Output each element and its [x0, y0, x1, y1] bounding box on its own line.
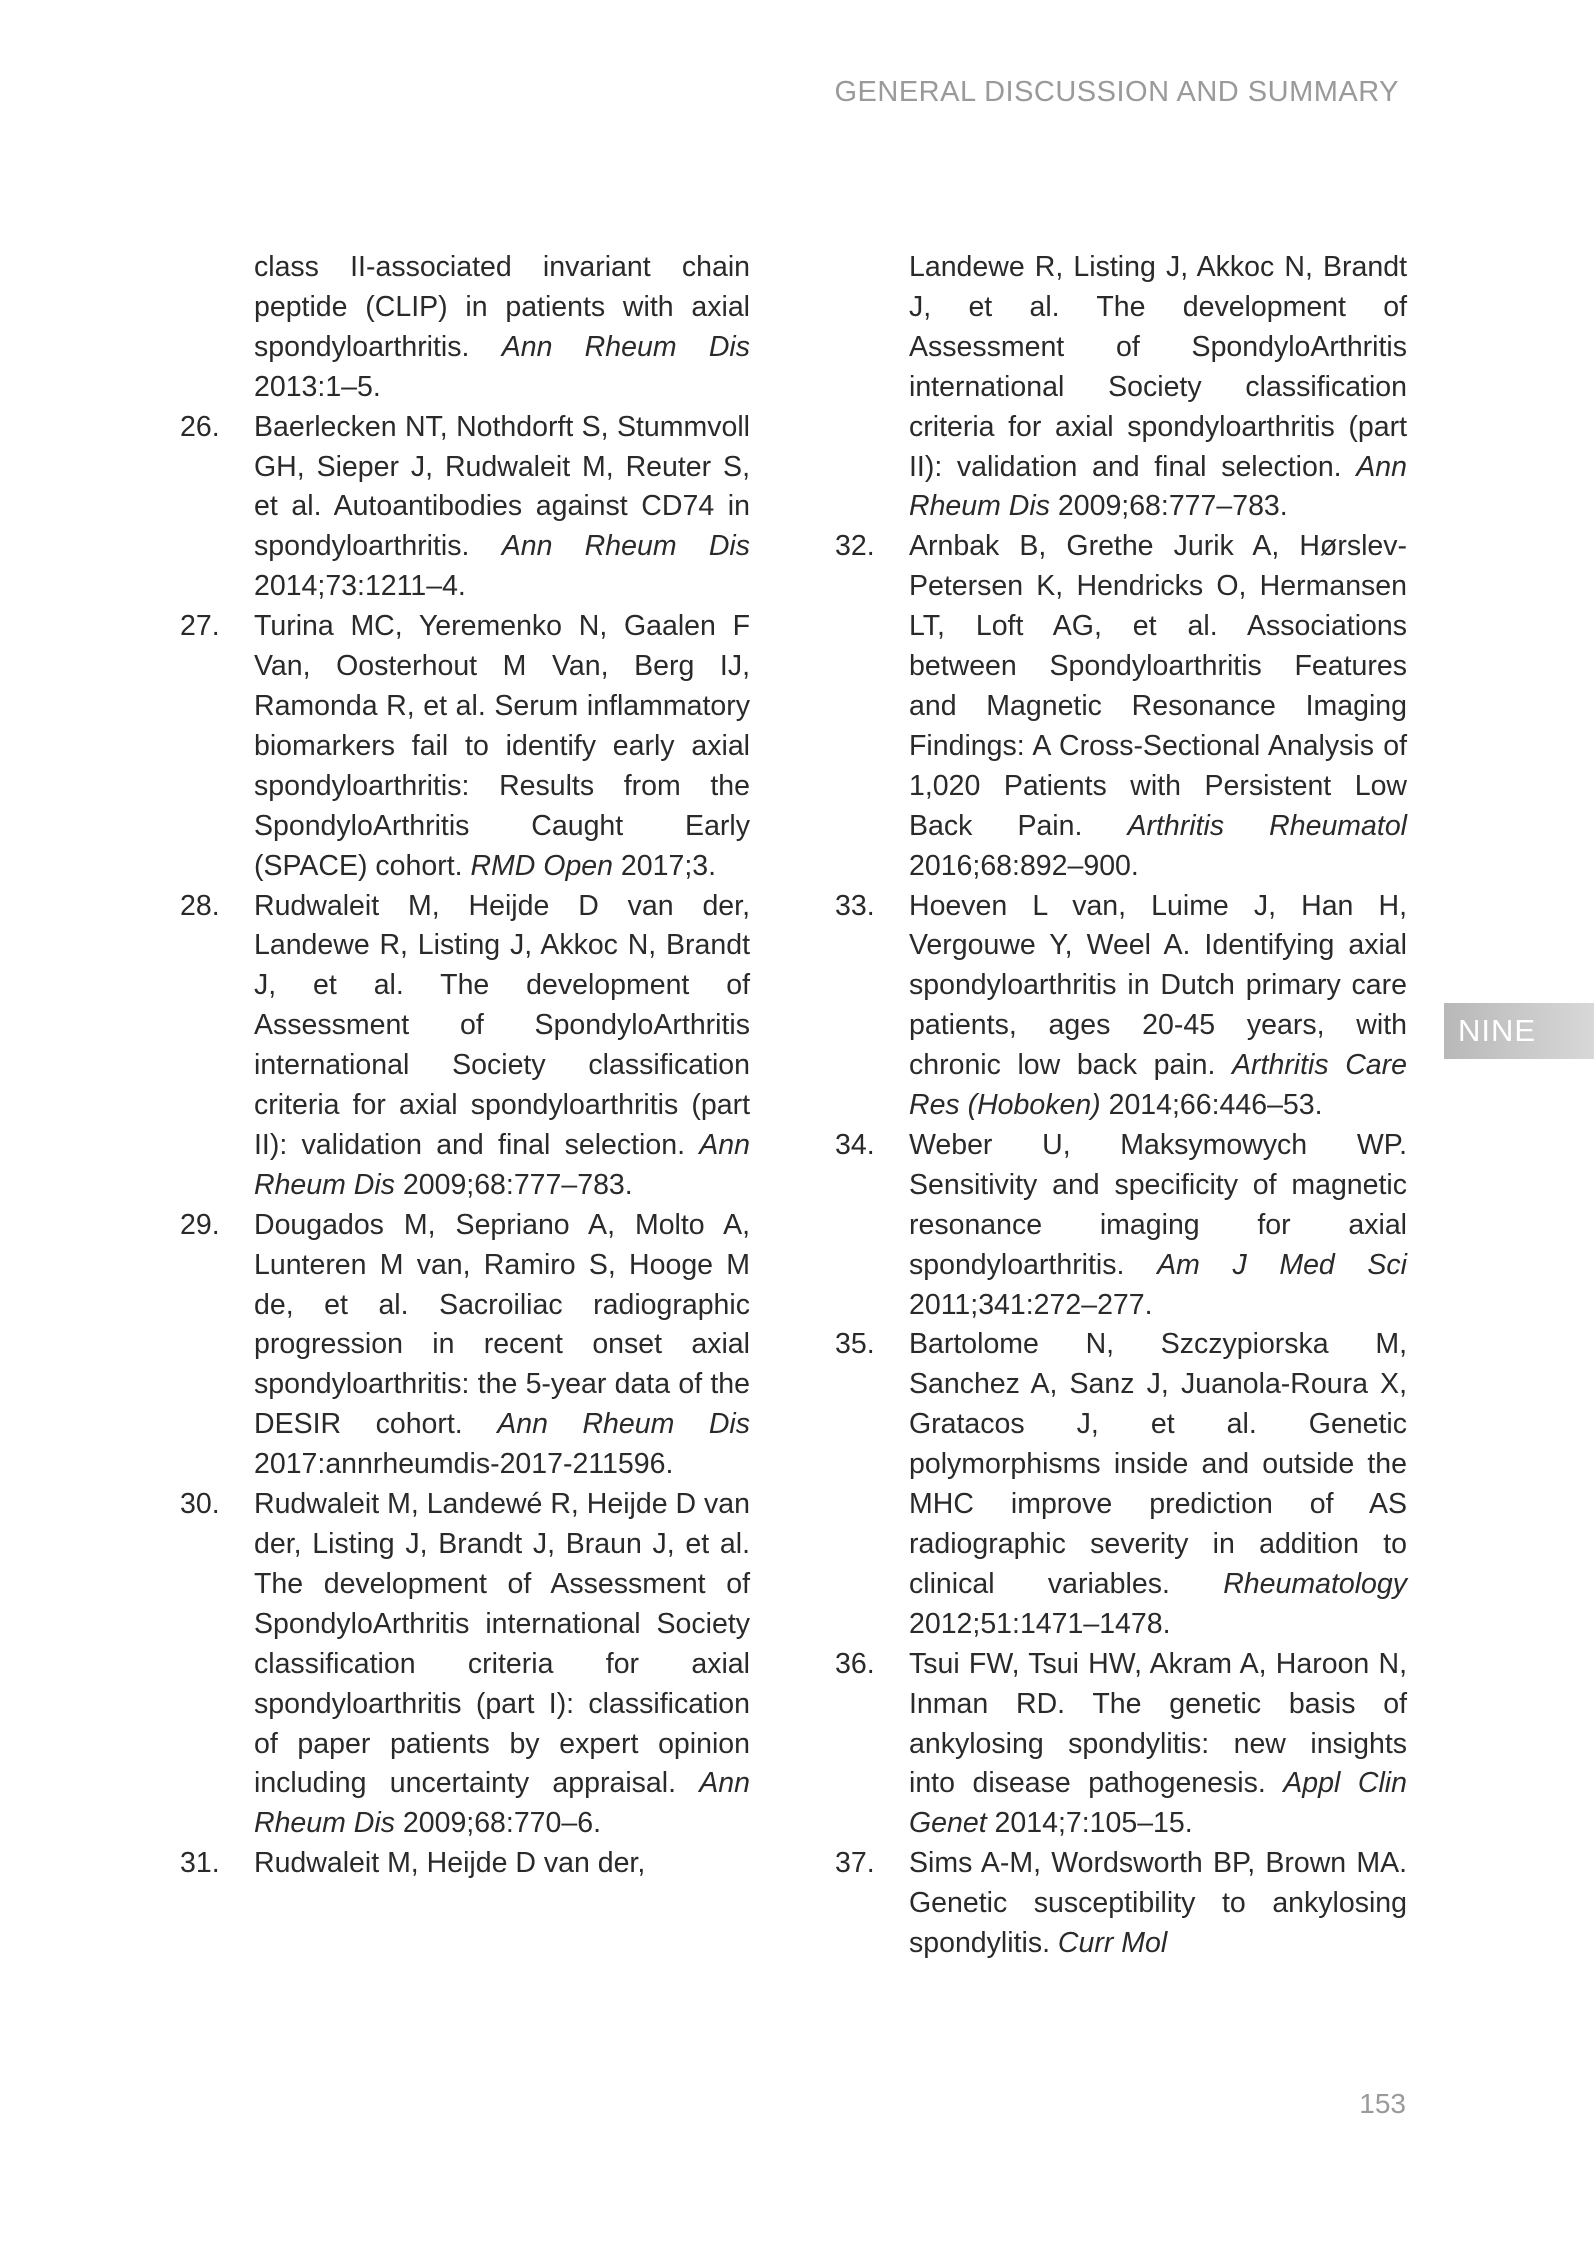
reference-body: Rudwaleit M, Landewé R, Heijde D van der, Listing J, Brandt J, Braun J, et al. The development of Assessment of SpondyloArthritis international Society classification criteria for axial spondyloarthritis (part I): classification of paper patients by expert opinion including uncertainty appraisal. — [254, 1488, 750, 1800]
running-header: GENERAL DISCUSSION AND SUMMARY — [834, 76, 1399, 108]
reference-journal: Appl Clin Genet — [909, 1767, 1407, 1840]
reference-text — [909, 1325, 1407, 1644]
reference-journal: Ann Rheum Dis — [501, 530, 750, 563]
reference-body: Sims A-M, Wordsworth BP, Brown MA. Genetic susceptibility to ankylosing spondylitis. — [909, 1847, 1407, 1960]
reference-journal: Arthritis Care Res (Hoboken) — [909, 1049, 1407, 1122]
reference-item — [180, 408, 750, 608]
reference-number: 27. — [180, 610, 220, 643]
reference-text — [254, 1485, 750, 1844]
reference-item — [180, 607, 750, 886]
reference-journal: RMD Open — [470, 849, 613, 882]
reference-column-left — [180, 248, 750, 1884]
reference-body: Bartolome N, Szczypiorska M, Sanchez A, Sanz J, Juanola-Roura X, Gratacos J, et al. Genetic polymorphisms inside and outside the MHC improve prediction of AS radiographic severity in addition to clinical variables. — [909, 1328, 1407, 1600]
reference-citation: 2009;68:777–783. — [394, 1168, 633, 1201]
reference-journal: Am J Med Sci — [1157, 1248, 1407, 1281]
reference-text — [909, 1645, 1407, 1845]
reference-text — [254, 1844, 750, 1884]
chapter-tab: NINE — [1444, 1003, 1594, 1059]
reference-item — [835, 527, 1407, 886]
reference-journal: Ann Rheum Dis — [909, 450, 1407, 523]
reference-citation: 2017;3. — [613, 849, 717, 882]
reference-body: Landewe R, Listing J, Akkoc N, Brandt J, et al. The development of Assessment of SpondyloArthritis international Society classification criteria for axial spondyloarthritis (part II): validation and final selection. — [909, 251, 1407, 483]
reference-item — [835, 248, 1407, 527]
reference-citation: 2017:annrheumdis-2017-211596. — [254, 1448, 674, 1481]
reference-column-right — [835, 248, 1407, 1964]
reference-citation: 2011;341:272–277. — [909, 1288, 1153, 1321]
reference-item — [180, 1844, 750, 1884]
reference-body: Rudwaleit M, Heijde D van der, Landewe R, Listing J, Akkoc N, Brandt J, et al. The development of Assessment of SpondyloArthritis international Society classification criteria for axial spondyloarthritis (part II): validation and final selection. — [254, 889, 750, 1161]
reference-journal: Ann Rheum Dis — [501, 330, 750, 363]
reference-body: Turina MC, Yeremenko N, Gaalen F Van, Oosterhout M Van, Berg IJ, Ramonda R, et al. Serum inflammatory biomarkers fail to identify early axial spondyloarthritis: Results from the SpondyloArthritis Caught Early (SPACE) cohort. — [254, 610, 750, 882]
reference-item — [835, 1325, 1407, 1644]
reference-citation: 2012;51:1471–1478. — [909, 1607, 1171, 1640]
reference-number: 30. — [180, 1488, 220, 1521]
reference-journal: Ann Rheum Dis — [254, 1128, 750, 1201]
reference-number: 34. — [835, 1128, 875, 1161]
reference-citation: 2014;73:1211–4. — [254, 570, 466, 603]
reference-item — [180, 248, 750, 408]
reference-number: 29. — [180, 1208, 220, 1241]
reference-text — [909, 527, 1407, 886]
reference-number: 28. — [180, 889, 220, 922]
page-number: 153 — [1359, 2088, 1406, 2119]
reference-text — [254, 607, 750, 886]
reference-journal: Curr Mol — [1057, 1927, 1168, 1960]
reference-journal: Rheumatology — [1223, 1567, 1407, 1600]
reference-citation: 2016;68:892–900. — [909, 849, 1139, 882]
reference-number: 33. — [835, 889, 875, 922]
reference-body: Tsui FW, Tsui HW, Akram A, Haroon N, Inman RD. The genetic basis of ankylosing spondylitis: new insights into disease pathogenesis. — [909, 1647, 1407, 1800]
reference-item — [835, 1844, 1407, 1964]
reference-item — [835, 1645, 1407, 1845]
reference-text — [254, 887, 750, 1206]
reference-text — [254, 408, 750, 608]
reference-number: 32. — [835, 530, 875, 563]
reference-number: 35. — [835, 1328, 875, 1361]
reference-body: Weber U, Maksymowych WP. Sensitivity and specificity of magnetic resonance imaging for axial spondyloarthritis. — [909, 1128, 1407, 1281]
reference-citation: 2014;66:446–53. — [1100, 1089, 1323, 1122]
reference-number: 36. — [835, 1647, 875, 1680]
reference-text — [909, 1126, 1407, 1326]
reference-body: Hoeven L van, Luime J, Han H, Vergouwe Y, Weel A. Identifying axial spondyloarthritis in Dutch primary care patients, ages 20-45 years, with chronic low back pain. — [909, 889, 1407, 1082]
reference-number: 26. — [180, 410, 220, 443]
reference-citation: 2009;68:777–783. — [1049, 490, 1288, 523]
reference-citation: 2013:1–5. — [254, 370, 381, 403]
reference-item — [180, 1485, 750, 1844]
reference-body: Arnbak B, Grethe Jurik A, Hørslev-Petersen K, Hendricks O, Hermansen LT, Loft AG, et al. Associations between Spondyloarthritis Features and Magnetic Resonance Imaging Findings: A Cross-Sectional Analysis of 1,020 Patients with Persistent Low Back Pain. — [909, 530, 1407, 842]
reference-journal: Arthritis Rheumatol — [1127, 809, 1408, 842]
reference-body: class II-associated invariant chain peptide (CLIP) in patients with axial spondyloarthritis. — [254, 251, 750, 363]
reference-item — [180, 887, 750, 1206]
reference-text — [909, 1844, 1407, 1964]
reference-journal: Ann Rheum Dis — [254, 1767, 750, 1840]
reference-body: Rudwaleit M, Heijde D van der, — [254, 1847, 646, 1880]
reference-text — [254, 1206, 750, 1485]
reference-item — [835, 1126, 1407, 1326]
reference-body: Baerlecken NT, Nothdorft S, Stummvoll GH, Sieper J, Rudwaleit M, Reuter S, et al. Autoantibodies against CD74 in spondyloarthritis. — [254, 410, 750, 563]
reference-item — [835, 887, 1407, 1126]
reference-text — [254, 248, 750, 408]
reference-number: 37. — [835, 1847, 875, 1880]
reference-item — [180, 1206, 750, 1485]
reference-journal: Ann Rheum Dis — [497, 1408, 750, 1441]
reference-body: Dougados M, Sepriano A, Molto A, Lunteren M van, Ramiro S, Hooge M de, et al. Sacroiliac radiographic progression in recent onset axial spondyloarthritis: the 5-year data of the DESIR cohort. — [254, 1208, 750, 1441]
reference-text — [909, 887, 1407, 1126]
reference-citation: 2014;7:105–15. — [986, 1807, 1193, 1840]
reference-citation: 2009;68:770–6. — [394, 1807, 601, 1840]
reference-text — [909, 248, 1407, 527]
reference-number: 31. — [180, 1847, 220, 1880]
